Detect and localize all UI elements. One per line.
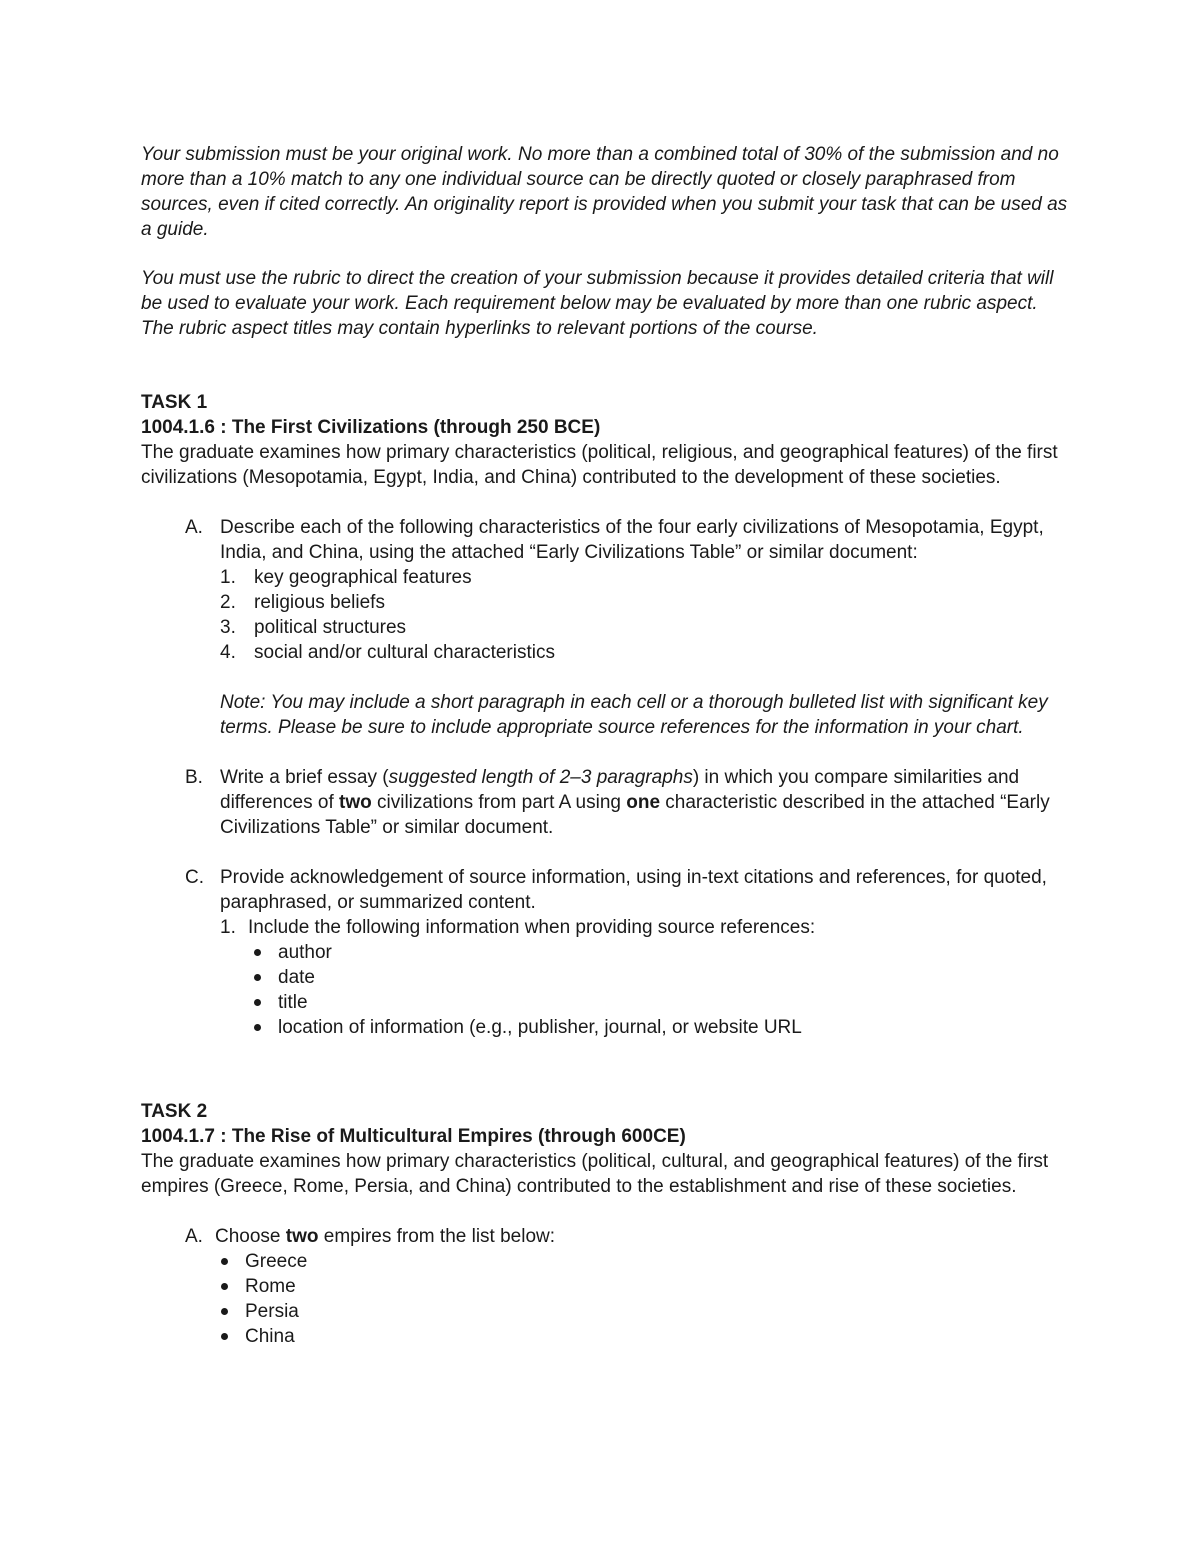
list-item: 3. political structures [220,617,407,638]
list-item: Rome [218,1274,1071,1299]
part-marker: A. [185,517,203,538]
rubric-paragraph: You must use the rubric to direct the creation of your submission because it provides detailed criteria that will be used to evaluate your work. Each requirement below may be evaluated by more than one rubric aspect. The rubric aspect titles may contain hyperlinks to relevant portions of the course. [141,268,1054,339]
list-item: China [218,1324,1071,1349]
part-a-note: Note: You may include a short paragraph in each cell or a thorough bulleted list with significant key terms. Please be sure to include appropriate source references for the information in your chart. [220,692,1048,738]
task2-part-a [141,1224,1071,1349]
list-item: Greece [218,1249,1071,1274]
part-marker: C. [185,867,204,888]
list-item: 2. religious beliefs [220,592,385,613]
list-item: author [251,940,1071,965]
task1-part-c [141,865,1071,1040]
characteristics-list [220,565,1071,665]
task1-label: TASK 1 [141,392,208,413]
list-item: 1. Include the following information when providing source references: author date title location of information (e.g., publisher, journal, or website URL [220,915,1071,1040]
task1-parts [141,515,1071,1040]
originality-paragraph: Your submission must be your original work. No more than a combined total of 30% of the submission and no more than a 10% match to any one individual source can be directly quoted or closely paraphrased from sources, even if cited correctly. An originality report is provided when you submit your task that can be used as a guide. [141,144,1068,240]
part-b-text: Write a brief essay (suggested length of 2–3 paragraphs) in which you compare similarities and differences of two civilizations from part A using one characteristic described in the attached “Early Civilizations Table” or similar document. [220,767,1050,838]
task2-parts [141,1224,1071,1349]
list-item: title [251,990,1071,1015]
task2-description: The graduate examines how primary characteristics (political, cultural, and geographical features) of the first empires (Greece, Rome, Persia, and China) contributed to the establishment and rise of these societies. [141,1151,1049,1197]
part-marker: A. [185,1226,203,1247]
task2-competency: 1004.1.7 : The Rise of Multicultural Empires (through 600CE) [141,1126,686,1147]
citation-sublist [220,915,1071,1040]
task1-section [141,390,1071,1040]
list-item: 4. social and/or cultural characteristics [220,642,555,663]
list-item: date [251,965,1071,990]
part-c-text: Provide acknowledgement of source information, using in-text citations and references, for quoted, paraphrased, or summarized content. [220,867,1047,913]
part-marker: B. [185,767,203,788]
list-item: location of information (e.g., publisher, journal, or website URL [251,1015,1071,1040]
task1-competency: 1004.1.6 : The First Civilizations (through 250 BCE) [141,417,601,438]
reference-fields-list [251,940,1071,1040]
list-item: Persia [218,1299,1071,1324]
part-a-text: Describe each of the following characteristics of the four early civilizations of Mesopotamia, Egypt, India, and China, using the attached “Early Civilizations Table” or similar document: [220,517,1044,563]
task2-part-a-text: Choose two empires from the list below: [215,1226,556,1247]
empires-list [218,1249,1071,1349]
task2-label: TASK 2 [141,1101,208,1122]
task2-section [141,1099,1071,1349]
task1-part-b [141,765,1071,865]
task1-part-a [141,515,1071,765]
task1-description: The graduate examines how primary characteristics (political, religious, and geographical features) of the first civilizations (Mesopotamia, Egypt, India, and China) contributed to the development of these societies. [141,442,1058,488]
list-item: 1. key geographical features [220,567,472,588]
